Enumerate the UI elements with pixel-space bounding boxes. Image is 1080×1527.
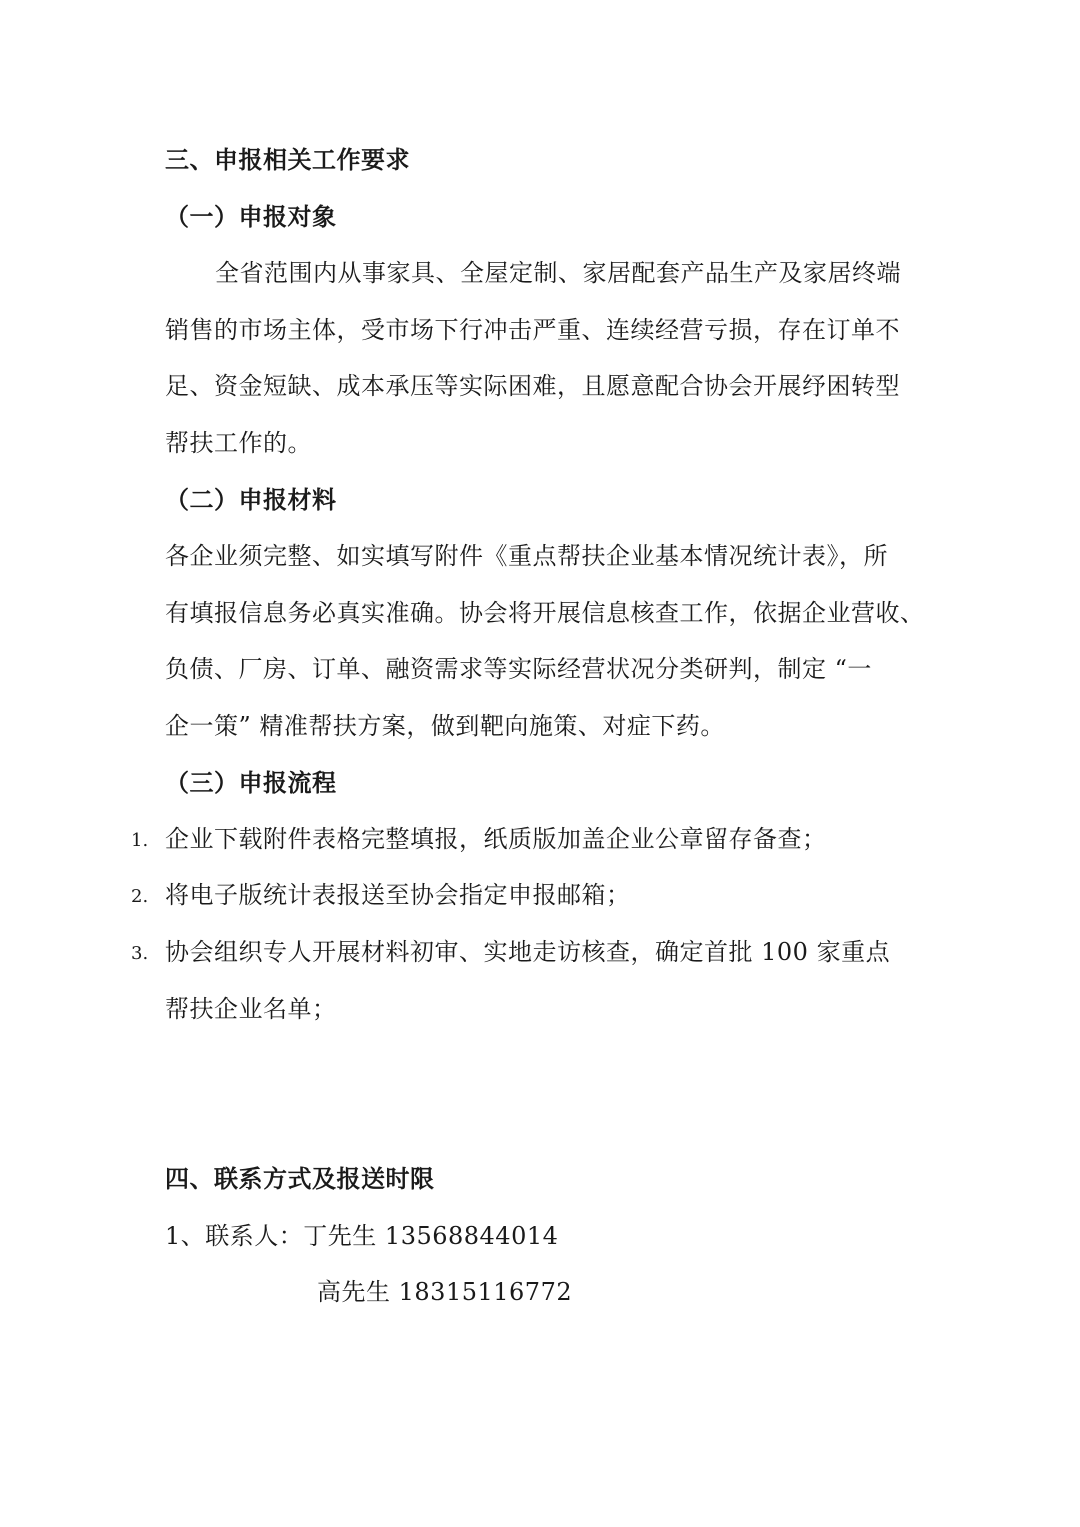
sub2-line-3: 负债、厂房、订单、融资需求等实际经营状况分类研判，制定 “一 [165, 655, 872, 683]
contact-row-1 [165, 1221, 925, 1251]
sub1-line-2: 销售的市场主体，受市场下行冲击严重、连续经营亏损，存在订单不 [165, 316, 900, 344]
step-3-text-line-1: 协会组织专人开展材料初审、实地走访核查，确定首批 100 家重点 [165, 938, 891, 966]
step-3-text-line-2: 帮扶企业名单； [165, 995, 337, 1023]
contact-label: 1、联系人： [165, 1222, 304, 1250]
step-1-text: 企业下载附件表格完整填报，纸质版加盖企业公章留存备查； [165, 825, 827, 853]
sub2-line-4: 企一策” 精准帮扶方案，做到靶向施策、对症下药。 [165, 712, 725, 740]
section4-heading: 四、联系方式及报送时限 [165, 1164, 435, 1193]
section3-heading: 三、申报相关工作要求 [165, 145, 410, 174]
step-2-text: 将电子版统计表报送至协会指定申报邮箱； [165, 881, 631, 909]
sub2-line-1: 各企业须完整、如实填写附件《重点帮扶企业基本情况统计表》，所 [165, 542, 888, 570]
contact-name-1: 丁先生 [303, 1222, 377, 1250]
step-1-number: 1. [131, 830, 149, 851]
sub1-line-3: 足、资金短缺、成本承压等实际困难，且愿意配合协会开展纾困转型 [165, 372, 900, 400]
contact-phone-1: 13568844014 [384, 1222, 559, 1250]
contact-name-2: 高先生 [317, 1278, 391, 1306]
sub1-heading: （一）申报对象 [165, 202, 337, 231]
contact-phone-2: 18315116772 [398, 1278, 573, 1306]
step-3-number: 3. [131, 943, 149, 964]
sub2-heading: （二）申报材料 [165, 485, 337, 514]
step-2-number: 2. [131, 886, 149, 907]
sub1-line-4: 帮扶工作的。 [165, 429, 312, 457]
contact-row-2 [317, 1277, 1077, 1307]
sub2-line-2: 有填报信息务必真实准确。协会将开展信息核查工作，依据企业营收、 [165, 599, 925, 627]
sub3-heading: （三）申报流程 [165, 768, 337, 797]
sub1-line-1: 全省范围内从事家具、全屋定制、家居配套产品生产及家居终端 [215, 259, 901, 287]
